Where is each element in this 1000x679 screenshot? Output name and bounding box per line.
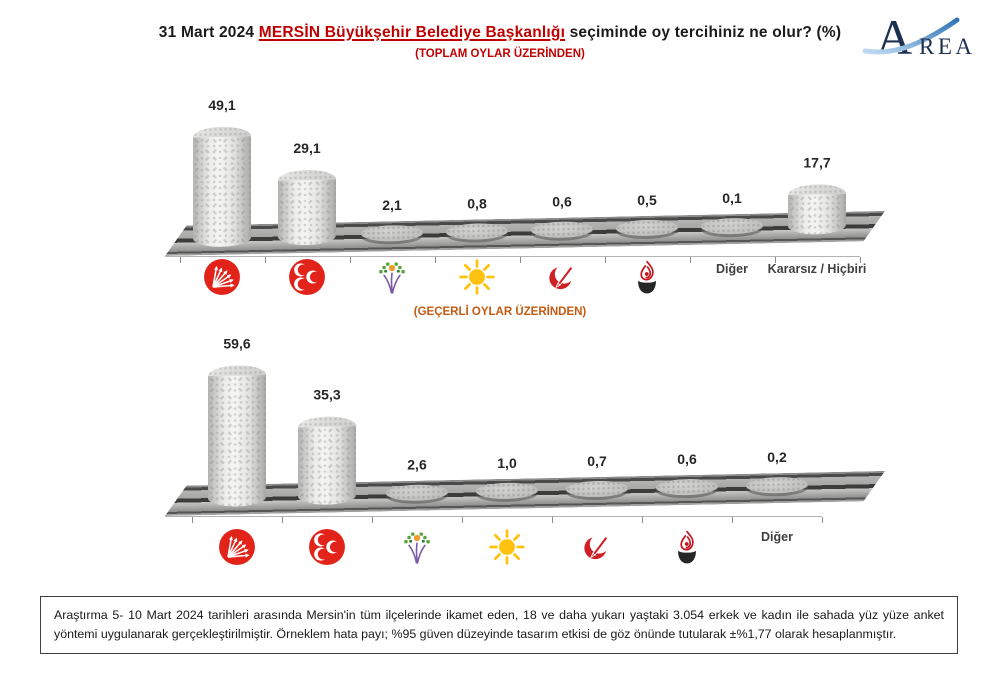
subtitle-valid-votes: (GEÇERLİ OYLAR ÜZERİNDEN) bbox=[413, 306, 587, 318]
bar-value-label: 2,6 bbox=[407, 456, 427, 473]
bar-value-label: 35,3 bbox=[313, 386, 341, 403]
bar-value-label: 0,6 bbox=[677, 451, 697, 468]
bars-layer bbox=[165, 335, 885, 516]
bar-cylinder bbox=[208, 365, 266, 507]
title-date: 31 Mart 2024 bbox=[158, 24, 259, 41]
bar-cylinder-body bbox=[208, 375, 266, 507]
bar-disc bbox=[746, 477, 808, 494]
logo-letters-rea: REA bbox=[919, 34, 976, 59]
category-axis bbox=[165, 516, 822, 517]
bar-value-label: 1,0 bbox=[497, 454, 517, 471]
flame-bowl-party-icon bbox=[668, 528, 706, 566]
title-question: seçiminde oy tercihiniz ne olur? (%) bbox=[565, 24, 842, 41]
bar-value-label: 2,1 bbox=[382, 197, 402, 214]
bar-cylinder-body bbox=[298, 426, 356, 505]
mhp-crescents-icon bbox=[308, 528, 346, 566]
axis-tick bbox=[552, 517, 553, 523]
tree-figure-party-icon bbox=[398, 528, 436, 566]
bar-disc bbox=[656, 478, 718, 495]
bar-value-label: 0,7 bbox=[587, 452, 607, 469]
bar-value-label: 59,6 bbox=[223, 335, 251, 352]
bar-value-label: 0,6 bbox=[552, 193, 572, 210]
bar-disc bbox=[386, 484, 448, 501]
subtitle-total-votes: (TOPLAM OYLAR ÜZERİNDEN) bbox=[415, 48, 585, 60]
methodology-text: Araştırma 5- 10 Mart 2024 tarihleri arasında Mersin'in tüm ilçelerinde ikamet eden, 18 ve daha yukarı yaştaki 3.054 erkek ve kadın ile sahada yüz yüze anket yöntemi uygulanarak gerçekleştirilmiştir. Örneklem hata payı; %95 güven düzeyinde tasarım etkisi de göz önünde tutularak ±%1,77 olarak hesaplanmıştır. bbox=[54, 607, 944, 641]
bar-value-label: 0,8 bbox=[467, 195, 487, 212]
category-label: Diğer bbox=[716, 262, 748, 276]
category-label: Kararsız / Hiçbiri bbox=[767, 262, 867, 276]
axis-tick bbox=[462, 517, 463, 523]
axis-tick bbox=[642, 517, 643, 523]
bar-value-label: 29,1 bbox=[293, 139, 321, 156]
chp-sunrays-icon bbox=[218, 528, 256, 566]
bar-value-label: 0,2 bbox=[767, 449, 787, 466]
crescent-pen-party-icon bbox=[578, 528, 616, 566]
sun-party-icon bbox=[488, 528, 526, 566]
axis-tick bbox=[732, 517, 733, 523]
title-election-name: MERSİN Büyükşehir Belediye Başkanlığı bbox=[258, 24, 566, 41]
axis-tick bbox=[822, 517, 823, 523]
bar-disc bbox=[476, 482, 538, 499]
bar-value-label: 0,1 bbox=[722, 190, 742, 207]
category-label: Diğer bbox=[761, 530, 793, 544]
logo-letter-a: A bbox=[876, 9, 913, 62]
axis-tick bbox=[372, 517, 373, 523]
bar-value-label: 0,5 bbox=[637, 191, 657, 208]
bar-cylinder bbox=[298, 416, 356, 505]
methodology-note-box bbox=[40, 596, 958, 654]
axis-tick bbox=[282, 517, 283, 523]
axis-tick bbox=[192, 517, 193, 523]
bar-value-label: 17,7 bbox=[803, 154, 831, 171]
bar-disc bbox=[566, 480, 628, 497]
bar-value-label: 49,1 bbox=[208, 96, 236, 113]
